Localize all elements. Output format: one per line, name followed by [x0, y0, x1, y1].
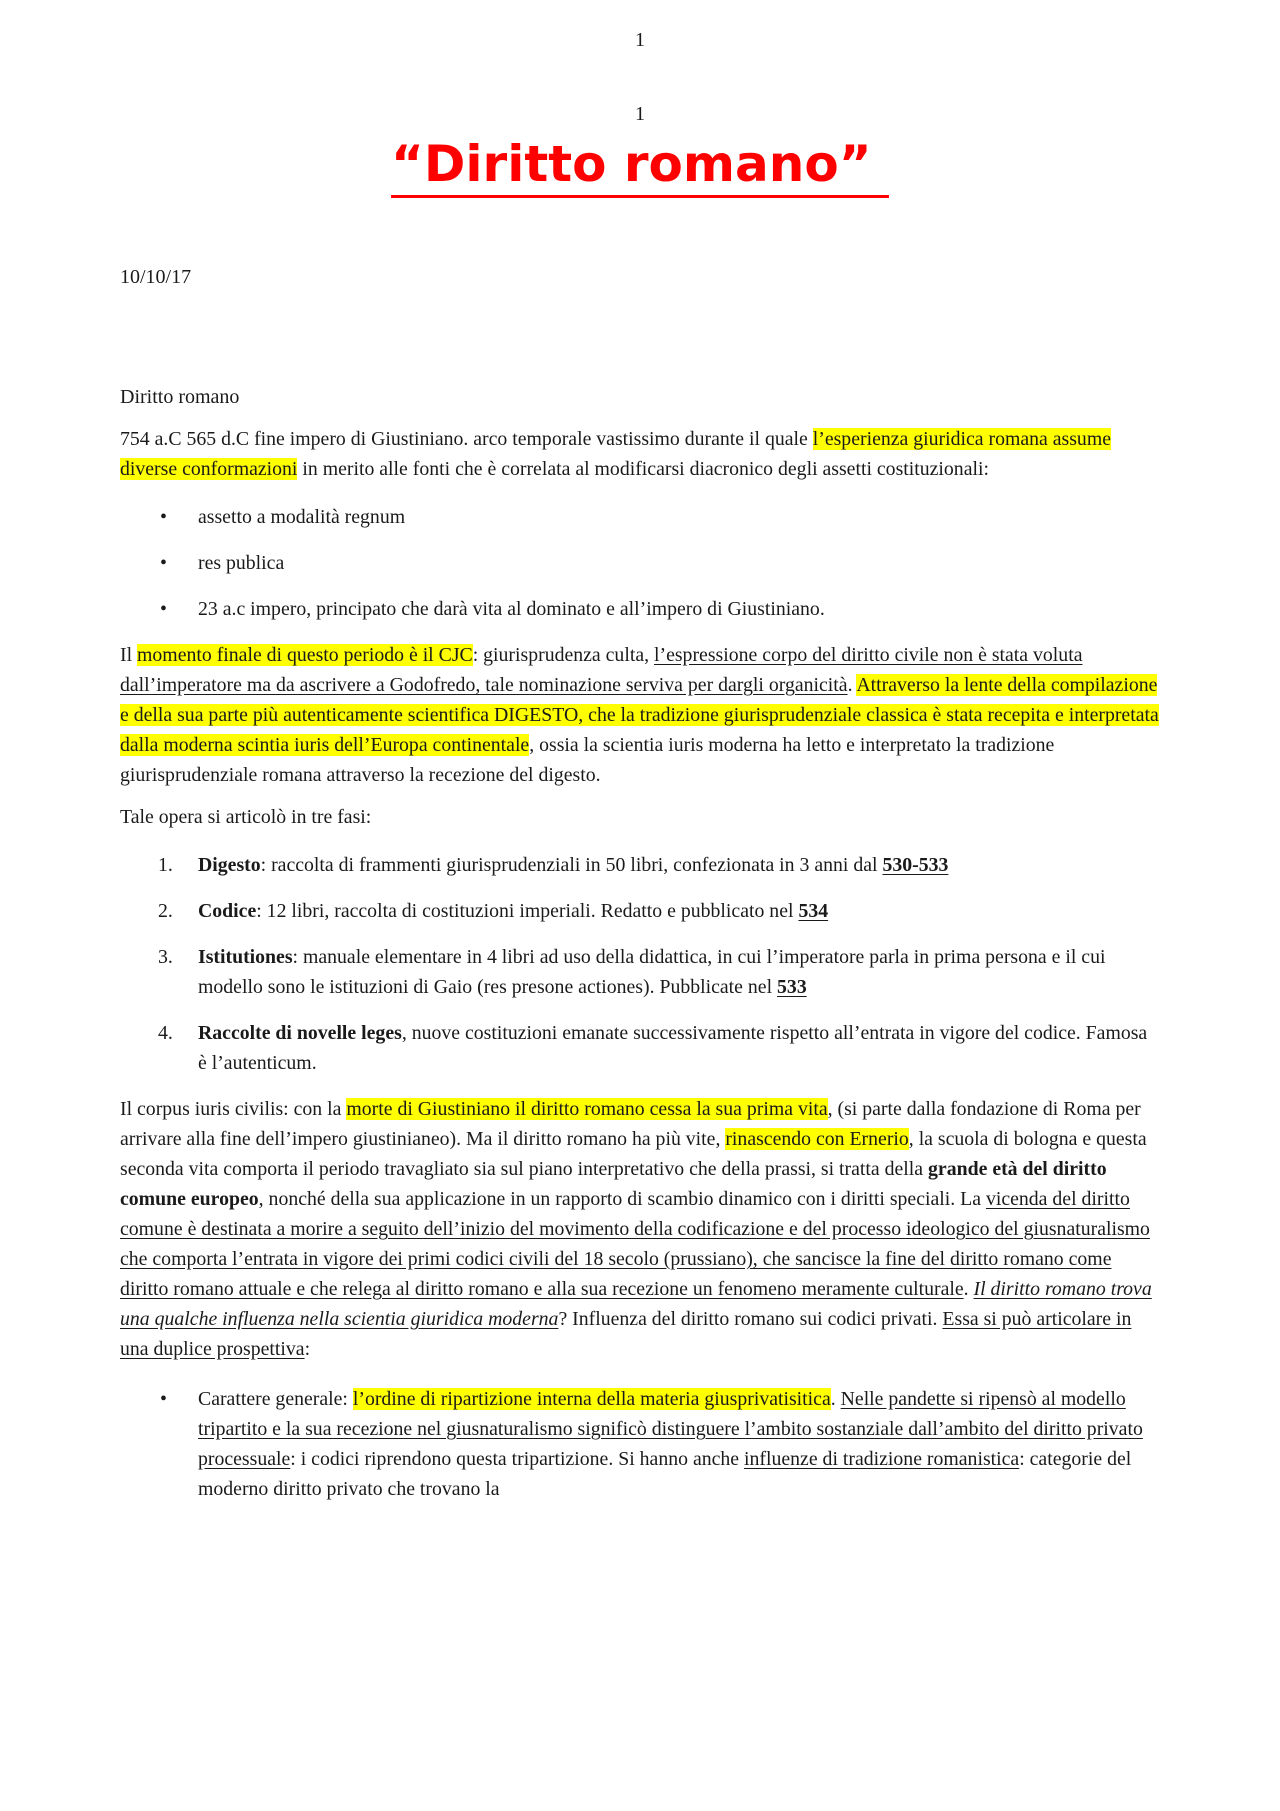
corpus-underline-2: Essa si può articolare in una duplice prospettiva — [120, 1308, 1132, 1360]
fase-text: : manuale elementare in 4 libri ad uso della didattica, in cui l’imperatore parla in prima persona e il cui modello sono le istituzioni di Gaio (res presone actiones). Pubblicate nel — [198, 946, 1106, 998]
fase-date: 530-533 — [882, 854, 949, 876]
prospettiva-list — [120, 1384, 1160, 1504]
fase-term: Raccolte di novelle leges — [198, 1022, 402, 1044]
corpus-text-4: , nonché della sua applicazione in un rapporto di scambio dinamico con i diritti speciali. La — [258, 1188, 986, 1210]
list-item: • res publica — [120, 548, 1160, 578]
list-number: 3. — [158, 946, 173, 968]
cjc-underline-1: l’espressione corpo del diritto civile non è stata voluta dall’imperatore ma da ascrivere a Godofredo, tale nominazione serviva per dargli organicità — [120, 644, 1083, 696]
corpus-text-7: : — [304, 1338, 311, 1360]
cjc-text-4: , ossia la scientia iuris moderna ha letto e interpretato la tradizione giurisprudenziale romana attraverso la recezione del digesto. — [120, 734, 1055, 786]
corpus-underline-1: vicenda del diritto comune è destinata a morire a seguito dell’inizio del movimento della codificazione e del processo ideologico del giusnaturalismo che comporta l’entrata in vigore dei primi codici civili del 18 secolo (prussiano), che sancisce la fine del diritto romano come diritto romano attuale e che relega al diritto romano e alla sua recezione un fenomeno meramente culturale — [120, 1188, 1150, 1300]
corpus-text-2: , (si parte dalla fondazione di Roma per arrivare alla fine dell’impero giustinianeo). Ma il diritto romano ha più vite, — [120, 1098, 1141, 1150]
page-number-second: 1 — [635, 103, 645, 125]
corpus-paragraph — [120, 1094, 1160, 1364]
fase-term: Codice — [198, 900, 257, 922]
cjc-text-1: Il — [120, 644, 138, 666]
carattere-text-3: : i codici riprendono questa tripartizione. Si hanno anche — [290, 1448, 745, 1470]
cjc-text-2: : giurisprudenza culta, — [472, 644, 654, 666]
corpus-bold-1: grande età del diritto comune europeo — [120, 1158, 1107, 1210]
fase-text: , nuove costituzioni emanate successivamente rispetto all’entrata in vigore del codice. Famosa è l’autenticum. — [198, 1022, 1148, 1074]
corpus-highlight-1: morte di Giustiniano il diritto romano cessa la sua prima vita — [346, 1098, 828, 1120]
section-heading: Diritto romano — [120, 386, 240, 408]
fase-term: Digesto — [198, 854, 261, 876]
carattere-text-4: : categorie del moderno diritto privato che trovano la — [198, 1448, 1132, 1500]
fase-text: : raccolta di frammenti giurisprudenziali in 50 libri, confezionata in 3 anni dal — [260, 854, 883, 876]
corpus-text-6: ? Influenza del diritto romano sui codici privati. — [558, 1308, 943, 1330]
fasi-list — [120, 850, 1160, 1078]
fase-term: Istitutiones — [198, 946, 293, 968]
list-item: • 23 a.c impero, principato che darà vita al dominato e all’impero di Giustiniano. — [120, 594, 1160, 624]
corpus-italic-question: Il diritto romano trova una qualche influenza nella scientia giuridica moderna — [120, 1278, 1152, 1330]
carattere-underline-1: Nelle pandette si ripensò al modello tripartito e la sua recezione nel giusnaturalismo significò distinguere l’ambito sostanziale dall’ambito del diritto privato processuale — [198, 1388, 1143, 1470]
list-item — [120, 1018, 1160, 1078]
fase-text: : 12 libri, raccolta di costituzioni imperiali. Redatto e pubblicato nel — [256, 900, 799, 922]
intro-text-2: in merito alle fonti che è correlata al modificarsi diacronico degli assetti costituzionali: — [297, 458, 989, 480]
fase-date: 533 — [777, 976, 807, 998]
intro-text-1: 754 a.C 565 d.C fine impero di Giustiniano. arco temporale vastissimo durante il quale — [120, 428, 813, 450]
intro-paragraph — [120, 424, 1160, 484]
document-title-block — [120, 132, 1160, 196]
intro-highlight-1: l’esperienza giuridica romana assume diverse conformazioni — [120, 428, 1111, 480]
cjc-text-3: . — [847, 674, 857, 696]
corpus-highlight-2: rinascendo con Ernerio — [725, 1128, 909, 1150]
list-number: 1. — [158, 854, 173, 876]
corpus-text-1: Il corpus iuris civilis: con la — [120, 1098, 347, 1120]
assetti-list — [120, 502, 1160, 624]
corpus-text-3: , la scuola di bologna e questa seconda vita comporta il periodo travagliato sia sul piano interpretativo che della prassi, si tratta della — [120, 1128, 1147, 1180]
list-item: • assetto a modalità regnum — [120, 502, 1160, 532]
carattere-text-2: . — [830, 1388, 841, 1410]
cjc-paragraph — [120, 640, 1160, 790]
list-item — [120, 1384, 1160, 1504]
list-item — [120, 896, 1160, 926]
fase-date: 534 — [798, 900, 829, 922]
carattere-text-1: Carattere generale: — [198, 1388, 353, 1410]
document-date: 10/10/17 — [120, 266, 192, 288]
carattere-highlight-1: l’ordine di ripartizione interna della materia giusprivatisitica — [352, 1388, 831, 1410]
list-number: 4. — [158, 1022, 173, 1044]
document-title: “Diritto romano” — [391, 135, 889, 193]
list-item — [120, 850, 1160, 880]
fasi-intro: Tale opera si articolò in tre fasi: — [120, 806, 372, 828]
list-item — [120, 942, 1160, 1002]
cjc-highlight-2: Attraverso la lente della compilazione e della sua parte più autenticamente scientifica DIGESTO, che la tradizione giurisprudenziale classica è stata recepita e interpretata dalla moderna scintia iuris dell’Europa continentale — [120, 674, 1159, 756]
page-number-top: 1 — [635, 29, 645, 51]
list-number: 2. — [158, 900, 173, 922]
corpus-text-5: . — [963, 1278, 974, 1300]
carattere-underline-2: influenze di tradizione romanistica — [744, 1448, 1020, 1470]
cjc-highlight-1: momento finale di questo periodo è il CJC — [137, 644, 473, 666]
